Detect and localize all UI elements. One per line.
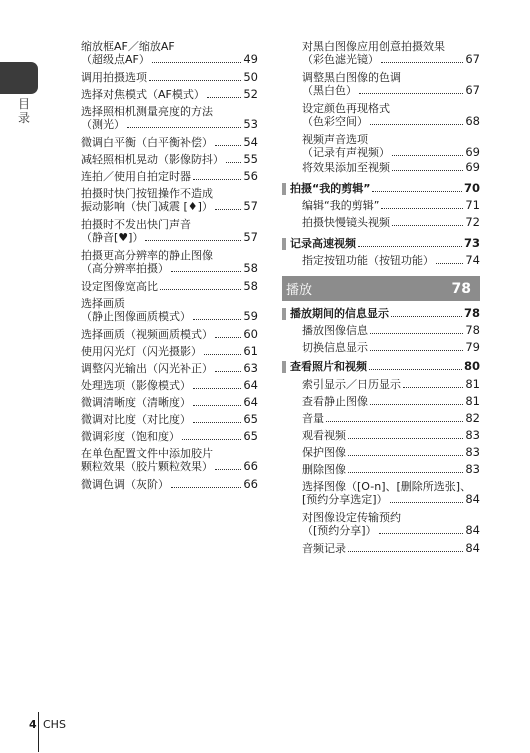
toc-entry[interactable] (282, 324, 480, 337)
toc-entry-title: （记录有声视频） (302, 146, 390, 159)
toc-page-number: 69 (465, 145, 480, 159)
dot-leader (149, 71, 241, 81)
toc-entry-title: 指定按钮功能（按钮功能） (302, 254, 434, 267)
toc-entry[interactable] (282, 341, 480, 354)
page-number: 4 (29, 718, 37, 731)
toc-entry-title: 选择照相机测量亮度的方法 (81, 105, 213, 118)
dot-leader (348, 463, 463, 473)
dot-leader (171, 478, 241, 488)
toc-page-number: 67 (465, 83, 480, 97)
toc-entry[interactable] (81, 170, 258, 183)
toc-entry-title: （高分辨率拍摄） (81, 262, 169, 275)
dot-leader (392, 146, 463, 156)
toc-page-number: 57 (243, 199, 258, 213)
toc-section-entry[interactable] (282, 182, 480, 195)
toc-page-number: 60 (243, 327, 258, 341)
toc-page-number: 84 (465, 541, 480, 555)
dot-leader (193, 170, 241, 180)
dot-leader (403, 378, 463, 388)
toc-entry[interactable] (81, 379, 258, 392)
dot-leader (348, 429, 463, 439)
toc-page-number: 71 (465, 198, 480, 212)
dot-leader (215, 200, 241, 210)
toc-entry-title: 连拍／使用自拍定时器 (81, 170, 191, 183)
toc-entry-title: 音频记录 (302, 542, 346, 555)
toc-entry[interactable] (282, 199, 480, 212)
toc-entry[interactable] (81, 297, 258, 323)
toc-entry[interactable] (81, 187, 258, 213)
toc-entry-title: 查看照片和视频 (290, 360, 367, 373)
toc-page-number: 65 (243, 412, 258, 426)
toc-entry[interactable] (282, 102, 480, 128)
toc-entry-title: 调整黑白图像的色调 (302, 71, 401, 84)
dot-leader (207, 88, 242, 98)
dot-leader (392, 216, 463, 226)
toc-entry-title: （彩色滤光镜） (302, 53, 379, 66)
dot-leader (369, 360, 462, 370)
playback-band-page: 78 (451, 280, 471, 297)
toc-page-number: 80 (463, 359, 480, 373)
toc-entry[interactable] (81, 105, 258, 131)
toc-page-number: 64 (243, 378, 258, 392)
toc-entry-title: 选择画质（视频画质模式） (81, 328, 213, 341)
toc-entry-title: 拍摄时快门按钮操作不造成 (81, 187, 213, 200)
toc-entry-title: 减轻照相机晃动（影像防抖） (81, 153, 224, 166)
dot-leader (215, 136, 241, 146)
dot-leader (390, 493, 464, 503)
toc-page-number: 83 (465, 428, 480, 442)
section-marker-icon (282, 238, 286, 250)
toc-page-number: 67 (465, 52, 480, 66)
toc-entry[interactable] (81, 136, 258, 149)
toc-entry[interactable] (81, 71, 258, 84)
dot-leader (145, 231, 241, 241)
toc-entry-title: （超级点AF） (81, 53, 150, 66)
dot-leader (370, 341, 463, 351)
toc-page-number: 57 (243, 230, 258, 244)
dot-leader (152, 53, 242, 63)
toc-entry-title: 对图像设定传输预约 (302, 511, 401, 524)
toc-page-number: 72 (465, 215, 480, 229)
toc-entry[interactable] (282, 254, 480, 267)
toc-entry[interactable] (81, 430, 258, 443)
toc-entry[interactable] (282, 542, 480, 555)
toc-entry[interactable] (282, 463, 480, 476)
dot-leader (358, 237, 462, 247)
toc-entry-title: 调用拍摄选项 (81, 71, 147, 84)
dot-leader (370, 395, 463, 405)
toc-entry[interactable] (282, 161, 480, 174)
toc-page-number: 63 (243, 361, 258, 375)
dot-leader (348, 542, 463, 552)
dot-leader (193, 379, 241, 389)
toc-page-number: 78 (463, 306, 480, 320)
toc-entry-title: 索引显示／日历显示 (302, 378, 401, 391)
toc-entry-title: （测光） (81, 118, 125, 131)
toc-entry-title: 将效果添加至视频 (302, 161, 390, 174)
toc-entry[interactable] (81, 345, 258, 358)
toc-entry-title: 选择图像（[O-n]、[删除所选张]、 (302, 480, 472, 493)
toc-page-number: 70 (463, 181, 480, 195)
dot-leader (193, 396, 241, 406)
dot-leader (381, 53, 463, 63)
dot-leader (391, 307, 462, 317)
dot-leader (160, 280, 241, 290)
dot-leader (171, 262, 241, 272)
toc-entry[interactable] (81, 249, 258, 275)
toc-entry[interactable] (81, 478, 258, 491)
playback-section-band[interactable] (282, 276, 480, 301)
toc-entry-title: 音量 (302, 412, 324, 425)
toc-entry-title: （黑白色） (302, 84, 357, 97)
toc-page-number: 69 (465, 160, 480, 174)
toc-entry-title: 切换信息显示 (302, 341, 368, 354)
toc-entry-title: 拍摄时不发出快门声音 (81, 218, 191, 231)
toc-page-number: 58 (243, 261, 258, 275)
toc-entry-title: 选择对焦模式（AF模式） (81, 88, 205, 101)
language-code: CHS (43, 718, 66, 731)
toc-entry-title: 设定图像宽高比 (81, 280, 158, 293)
toc-page-number: 73 (463, 236, 480, 250)
toc-entry-title: 微调色调（灰阶） (81, 478, 169, 491)
toc-entry-title: 微调白平衡（白平衡补偿） (81, 136, 213, 149)
toc-entry[interactable] (282, 412, 480, 425)
toc-page-number: 54 (243, 135, 258, 149)
section-marker-icon (282, 183, 286, 195)
toc-page-number: 66 (243, 459, 258, 473)
toc-entry[interactable] (282, 480, 480, 506)
toc-entry-title: 拍摄更高分辨率的静止图像 (81, 249, 213, 262)
section-tab (0, 62, 38, 94)
dot-leader (215, 460, 241, 470)
footer-divider (38, 712, 39, 752)
toc-entry[interactable] (282, 429, 480, 442)
toc-page-number: 65 (243, 429, 258, 443)
dot-leader (193, 310, 241, 320)
toc-entry-title: 删除图像 (302, 463, 346, 476)
dot-leader (215, 362, 241, 372)
dot-leader (392, 161, 463, 171)
toc-entry[interactable] (81, 413, 258, 426)
toc-page-number: 83 (465, 445, 480, 459)
dot-leader (326, 412, 463, 422)
dot-leader (348, 446, 463, 456)
toc-page-number: 56 (243, 169, 258, 183)
toc-entry-title: 播放期间的信息显示 (290, 307, 389, 320)
toc-entry-title: （色彩空间） (302, 115, 368, 128)
toc-entry-title: 处理选项（影像模式） (81, 379, 191, 392)
dot-leader (381, 199, 463, 209)
toc-section-entry[interactable] (282, 360, 480, 373)
toc-entry[interactable] (81, 447, 258, 473)
dot-leader (379, 524, 464, 534)
toc-entry-title: 保护图像 (302, 446, 346, 459)
dot-leader (204, 345, 241, 355)
toc-page-number: 49 (243, 52, 258, 66)
toc-entry-title: 观看视频 (302, 429, 346, 442)
dot-leader (127, 118, 241, 128)
toc-page-number: 53 (243, 117, 258, 131)
toc-entry[interactable] (81, 396, 258, 409)
toc-page-number: 81 (465, 377, 480, 391)
toc-entry-title: 在单色配置文件中添加胶片 (81, 447, 213, 460)
dot-leader (215, 328, 241, 338)
toc-entry[interactable] (282, 395, 480, 408)
toc-entry-title: 调整闪光输出（闪光补正） (81, 362, 213, 375)
toc-entry[interactable] (81, 280, 258, 293)
toc-entry[interactable] (282, 133, 480, 159)
toc-entry-title: （静音[♥]） (81, 231, 144, 244)
toc-entry-title: 颗粒效果（胶片颗粒效果） (81, 460, 213, 473)
toc-page-number: 68 (465, 114, 480, 128)
toc-page-number: 79 (465, 340, 480, 354)
side-label: 目录 (17, 97, 30, 125)
toc-section-entry[interactable] (282, 237, 480, 250)
toc-entry-title: 选择画质 (81, 297, 125, 310)
dot-leader (359, 84, 463, 94)
toc-entry-title: 使用闪光灯（闪光摄影） (81, 345, 202, 358)
toc-entry[interactable] (81, 40, 258, 66)
section-marker-icon (282, 308, 286, 320)
toc-entry[interactable] (282, 216, 480, 229)
toc-page-number: 81 (465, 394, 480, 408)
toc-page-number: 55 (243, 152, 258, 166)
toc-section-entry[interactable] (282, 307, 480, 320)
toc-page-number: 84 (465, 523, 480, 537)
toc-page-number: 82 (465, 411, 480, 425)
toc-page-number: 58 (243, 279, 258, 293)
toc-entry-title: 设定颜色再现格式 (302, 102, 390, 115)
dot-leader (370, 324, 463, 334)
toc-entry-title: 拍摄快慢镜头视频 (302, 216, 390, 229)
toc-entry-title: （[预约分享]） (302, 524, 377, 537)
toc-page-number: 52 (243, 87, 258, 101)
dot-leader (372, 182, 462, 192)
toc-entry[interactable] (282, 446, 480, 459)
toc-page-number: 78 (465, 323, 480, 337)
section-marker-icon (282, 361, 286, 373)
toc-entry-title: 播放图像信息 (302, 324, 368, 337)
toc-page-number: 64 (243, 395, 258, 409)
toc-entry-title: 振动影响（快门减震 [♦]） (81, 200, 213, 213)
dot-leader (193, 413, 241, 423)
toc-page-number: 61 (243, 344, 258, 358)
toc-entry[interactable] (81, 328, 258, 341)
toc-entry-title: [预约分享选定]） (302, 493, 388, 506)
toc-entry-title: 微调清晰度（清晰度） (81, 396, 191, 409)
toc-entry-title: 拍摄“我的剪辑” (290, 182, 371, 195)
toc-entry-title: 查看静止图像 (302, 395, 368, 408)
toc-entry-title: 编辑“我的剪辑” (302, 199, 380, 212)
dot-leader (226, 153, 241, 163)
dot-leader (370, 115, 463, 125)
toc-entry[interactable] (81, 88, 258, 101)
toc-page-number: 59 (243, 309, 258, 323)
dot-leader (436, 254, 463, 264)
toc-page-number: 83 (465, 462, 480, 476)
toc-page-number: 74 (465, 253, 480, 267)
toc-entry[interactable] (81, 362, 258, 375)
dot-leader (182, 430, 241, 440)
toc-entry[interactable] (282, 40, 480, 66)
toc-entry-title: 微调对比度（对比度） (81, 413, 191, 426)
toc-page-number: 50 (243, 70, 258, 84)
toc-page-number: 66 (243, 477, 258, 491)
toc-entry-title: （静止图像画质模式） (81, 310, 191, 323)
toc-entry[interactable] (282, 511, 480, 537)
toc-page-number: 84 (465, 492, 480, 506)
playback-band-title: 播放 (286, 283, 313, 298)
toc-entry-title: 视频声音选项 (302, 133, 368, 146)
toc-entry-title: 微调彩度（饱和度） (81, 430, 180, 443)
toc-entry[interactable] (282, 71, 480, 97)
toc-entry[interactable] (282, 378, 480, 391)
toc-entry[interactable] (81, 153, 258, 166)
toc-entry[interactable] (81, 218, 258, 244)
toc-entry-title: 记录高速视频 (290, 237, 356, 250)
toc-entry-title: 对黑白图像应用创意拍摄效果 (302, 40, 445, 53)
toc-entry-title: 缩放框AF／缩放AF (81, 40, 175, 53)
